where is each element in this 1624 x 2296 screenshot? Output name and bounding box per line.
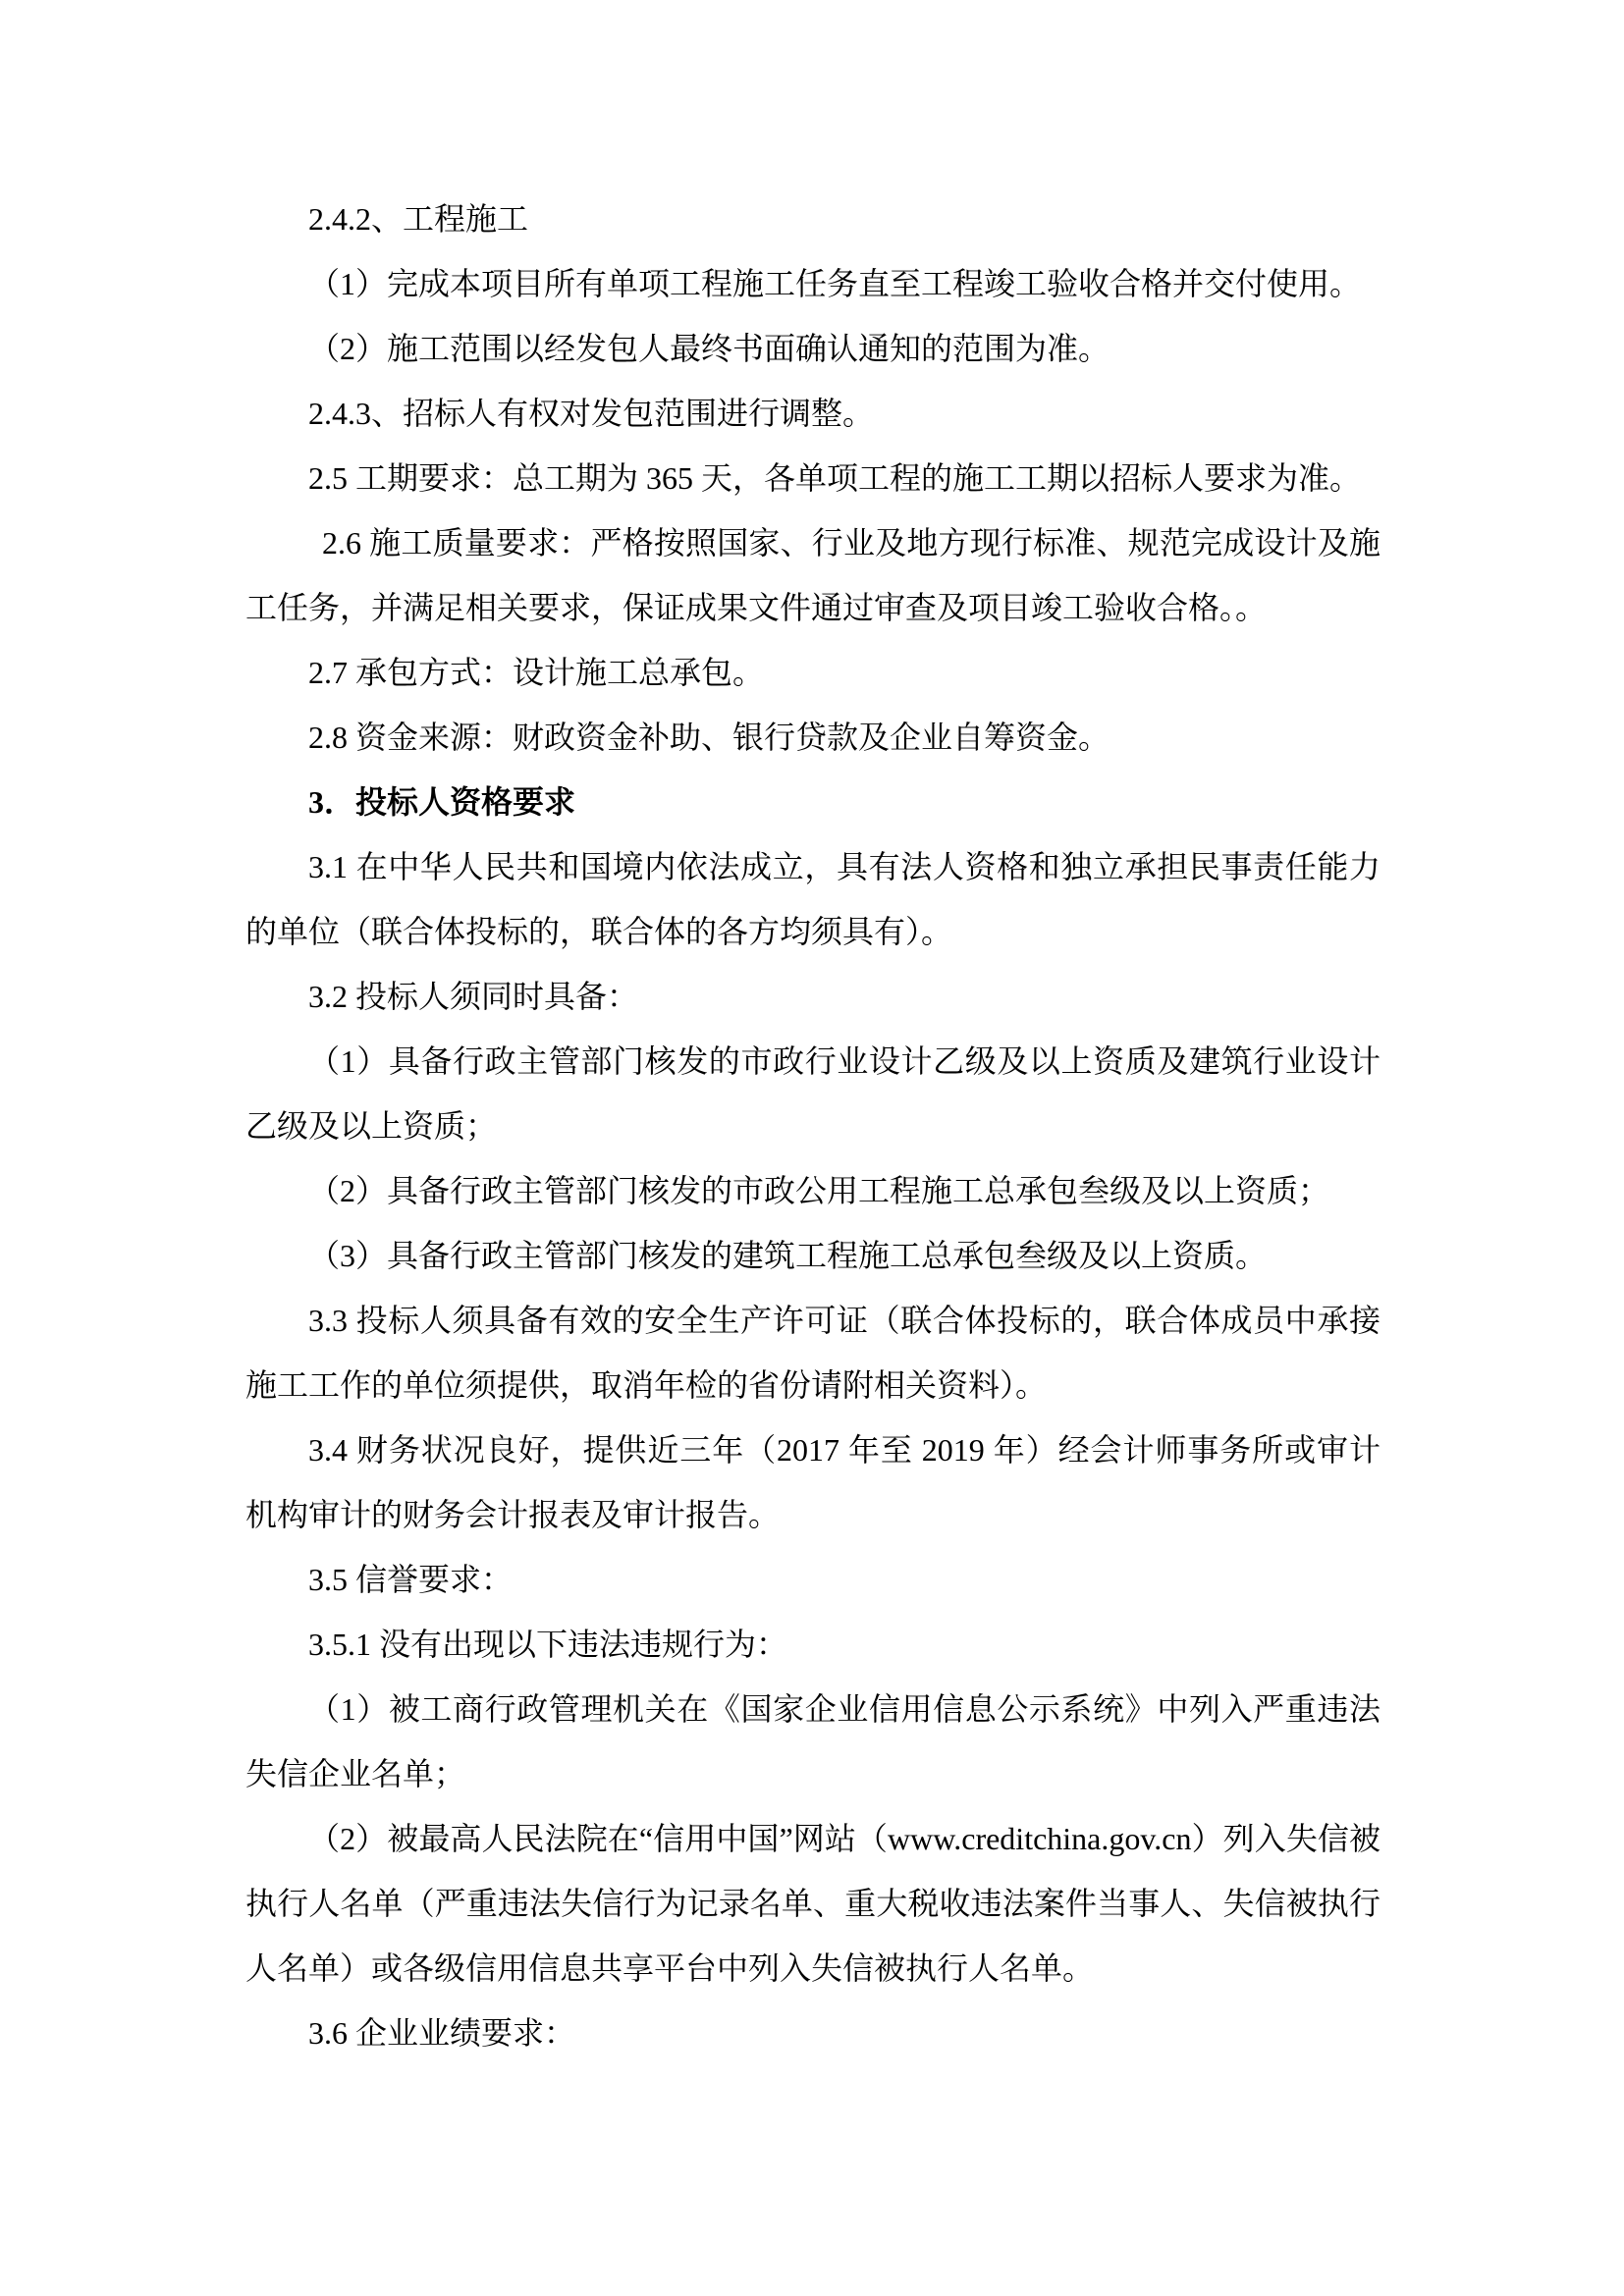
paragraph: 3.5 信誉要求： xyxy=(308,1562,514,1597)
paragraph: 3.6 企业业绩要求： xyxy=(308,2015,576,2051)
paragraph: （2）施工范围以经发包人最终书面确认通知的范围为准。 xyxy=(308,331,1110,366)
paragraph: （2）被最高人民法院在“信用中国”网站（www.creditchina.gov.cn）列入失信被执行人名单（严重违法失信行为记录名单、重大税收违法案件当事人、失信被执行人名单）或各级信用信息共享平台中列入失信被执行人名单。 xyxy=(245,1821,1380,1986)
paragraph: 3.1 在中华人民共和国境内依法成立，具有法人资格和独立承担民事责任能力的单位（联合体投标的，联合体的各方均须具有）。 xyxy=(245,849,1380,949)
paragraph: 2.4.2、工程施工 xyxy=(308,201,529,237)
paragraph: （2）具备行政主管部门核发的市政公用工程施工总承包叁级及以上资质； xyxy=(308,1173,1330,1208)
paragraph: （1）具备行政主管部门核发的市政行业设计乙级及以上资质及建筑行业设计乙级及以上资质； xyxy=(245,1043,1380,1144)
paragraph: 3.4 财务状况良好，提供近三年（2017 年至 2019 年）经会计师事务所或审计机构审计的财务会计报表及审计报告。 xyxy=(245,1432,1380,1532)
paragraph: 3.3 投标人须具备有效的安全生产许可证（联合体投标的，联合体成员中承接施工工作的单位须提供，取消年检的省份请附相关资料）。 xyxy=(245,1303,1380,1403)
section-heading: 3．投标人资格要求 xyxy=(308,784,576,820)
paragraph: 2.6 施工质量要求：严格按照国家、行业及地方现行标准、规范完成设计及施工任务，并满足相关要求，保证成果文件通过审查及项目竣工验收合格。。 xyxy=(245,525,1380,625)
paragraph: 3.2 投标人须同时具备： xyxy=(308,979,639,1014)
paragraph: 2.7 承包方式：设计施工总承包。 xyxy=(308,655,765,690)
paragraph: 2.4.3、招标人有权对发包范围进行调整。 xyxy=(308,396,875,431)
paragraph: 2.8 资金来源：财政资金补助、银行贷款及企业自筹资金。 xyxy=(308,720,1110,755)
paragraph: 2.5 工期要求：总工期为 365 天，各单项工程的施工工期以招标人要求为准。 xyxy=(308,460,1362,496)
paragraph: 3.5.1 没有出现以下违法违规行为： xyxy=(308,1627,788,1662)
paragraph: （1）被工商行政管理机关在《国家企业信用信息公示系统》中列入严重违法失信企业名单； xyxy=(245,1691,1380,1791)
paragraph: （1）完成本项目所有单项工程施工任务直至工程竣工验收合格并交付使用。 xyxy=(308,266,1362,301)
document-body xyxy=(245,187,1380,2065)
paragraph: （3）具备行政主管部门核发的建筑工程施工总承包叁级及以上资质。 xyxy=(308,1238,1268,1273)
